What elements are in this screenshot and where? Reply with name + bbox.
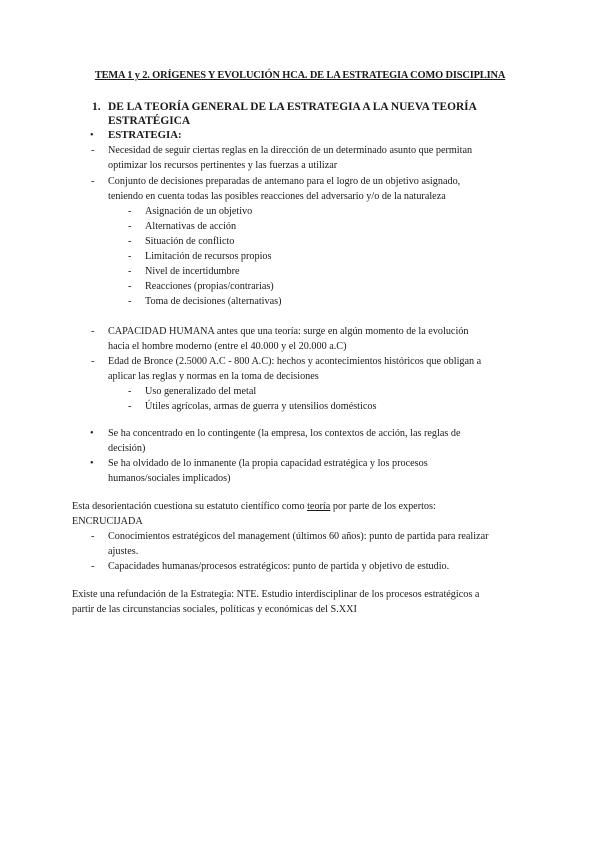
- contingente-line-1: Se ha concentrado en lo contingente (la empresa, los contextos de acción, las reglas de: [108, 428, 461, 439]
- sub-item: Alternativas de acción: [145, 221, 237, 232]
- bronce-line-1: Edad de Bronce (2.5000 A.C - 800 A.C): hechos y acontecimientos históricos que obligan a: [108, 356, 482, 367]
- bullet-marker: •: [90, 428, 94, 439]
- refundacion-line-1: Existe una refundación de la Estrategia: NTE. Estudio interdisciplinar de los procesos estratégicos a: [72, 589, 480, 600]
- section-number: 1.: [92, 101, 101, 113]
- desorientacion-paragraph: [72, 499, 436, 514]
- definition-1-line-2: optimizar los recursos pertinentes y las fuerzas a utilizar: [108, 160, 338, 171]
- contingente-line-2: decisión): [108, 443, 146, 454]
- dash-marker: -: [91, 561, 95, 572]
- teoria-underlined: teoría: [307, 501, 331, 512]
- section-heading-line-1: DE LA TEORÍA GENERAL DE LA ESTRATEGIA A LA NUEVA TEORÍA: [108, 101, 477, 113]
- dash-marker: -: [128, 386, 132, 397]
- bronce-line-2: aplicar las reglas y normas en la toma de decisiones: [108, 371, 319, 382]
- capacidad-line-2: hacia el hombre moderno (entre el 40.000 y el 20.000 a.C): [108, 341, 347, 352]
- capacidades-line: Capacidades humanas/procesos estratégicos: punto de partida y objetivo de estudio.: [108, 561, 450, 572]
- sub-item: Asignación de un objetivo: [145, 206, 253, 217]
- dash-marker: -: [91, 356, 95, 367]
- bronce-item: Útiles agrícolas, armas de guerra y utensilios domésticos: [145, 401, 377, 412]
- inmanente-line-1: Se ha olvidado de lo inmanente (la propia capacidad estratégica y los procesos: [108, 458, 428, 469]
- dash-marker: -: [128, 281, 132, 292]
- conocimientos-line-2: ajustes.: [108, 546, 139, 557]
- dash-marker: -: [128, 401, 132, 412]
- refundacion-line-2: partir de las circunstancias sociales, políticas y económicas del S.XXI: [72, 604, 357, 615]
- encrucijada-label: ENCRUCIJADA: [72, 516, 143, 527]
- estrategia-label: ESTRATEGIA:: [108, 129, 182, 141]
- dash-marker: -: [128, 236, 132, 247]
- sub-item: Nivel de incertidumbre: [145, 266, 240, 277]
- document-title: TEMA 1 y 2. ORÍGENES Y EVOLUCIÓN HCA. DE LA ESTRATEGIA COMO DISCIPLINA: [94, 70, 506, 81]
- bronce-item: Uso generalizado del metal: [145, 386, 257, 397]
- definition-2-line-1: Conjunto de decisiones preparadas de antemano para el logro de un objetivo asignado,: [108, 176, 461, 187]
- dash-marker: -: [91, 176, 95, 187]
- capacidad-line-1: CAPACIDAD HUMANA antes que una teoría: surge en algún momento de la evolución: [108, 326, 469, 337]
- dash-marker: -: [91, 531, 95, 542]
- desorientacion-text-before: Esta desorientación cuestiona su estatuto científico como: [72, 501, 308, 512]
- definition-1-line-1: Necesidad de seguir ciertas reglas en la dirección de un determinado asunto que permitan: [108, 145, 473, 156]
- dash-marker: -: [128, 221, 132, 232]
- sub-item: Limitación de recursos propios: [145, 251, 272, 262]
- dash-marker: -: [91, 326, 95, 337]
- conocimientos-line-1: Conocimientos estratégicos del management (últimos 60 años): punto de partida para realizar: [108, 531, 489, 542]
- dash-marker: -: [91, 145, 95, 156]
- sub-item: Reacciones (propias/contrarias): [145, 281, 274, 292]
- dash-marker: -: [128, 296, 132, 307]
- desorientacion-text-after: por parte de los expertos:: [330, 501, 436, 512]
- bullet-marker: •: [90, 458, 94, 469]
- bullet-marker: •: [90, 130, 94, 141]
- section-heading-line-2: ESTRATÉGICA: [108, 115, 191, 127]
- dash-marker: -: [128, 266, 132, 277]
- inmanente-line-2: humanos/sociales implicados): [108, 473, 231, 484]
- definition-2-line-2: teniendo en cuenta todas las posibles reacciones del adversario y/o de la naturaleza: [108, 191, 446, 202]
- dash-marker: -: [128, 206, 132, 217]
- section-heading-text: [108, 100, 508, 128]
- sub-item: Toma de decisiones (alternativas): [145, 296, 282, 307]
- dash-marker: -: [128, 251, 132, 262]
- sub-item: Situación de conflicto: [145, 236, 235, 247]
